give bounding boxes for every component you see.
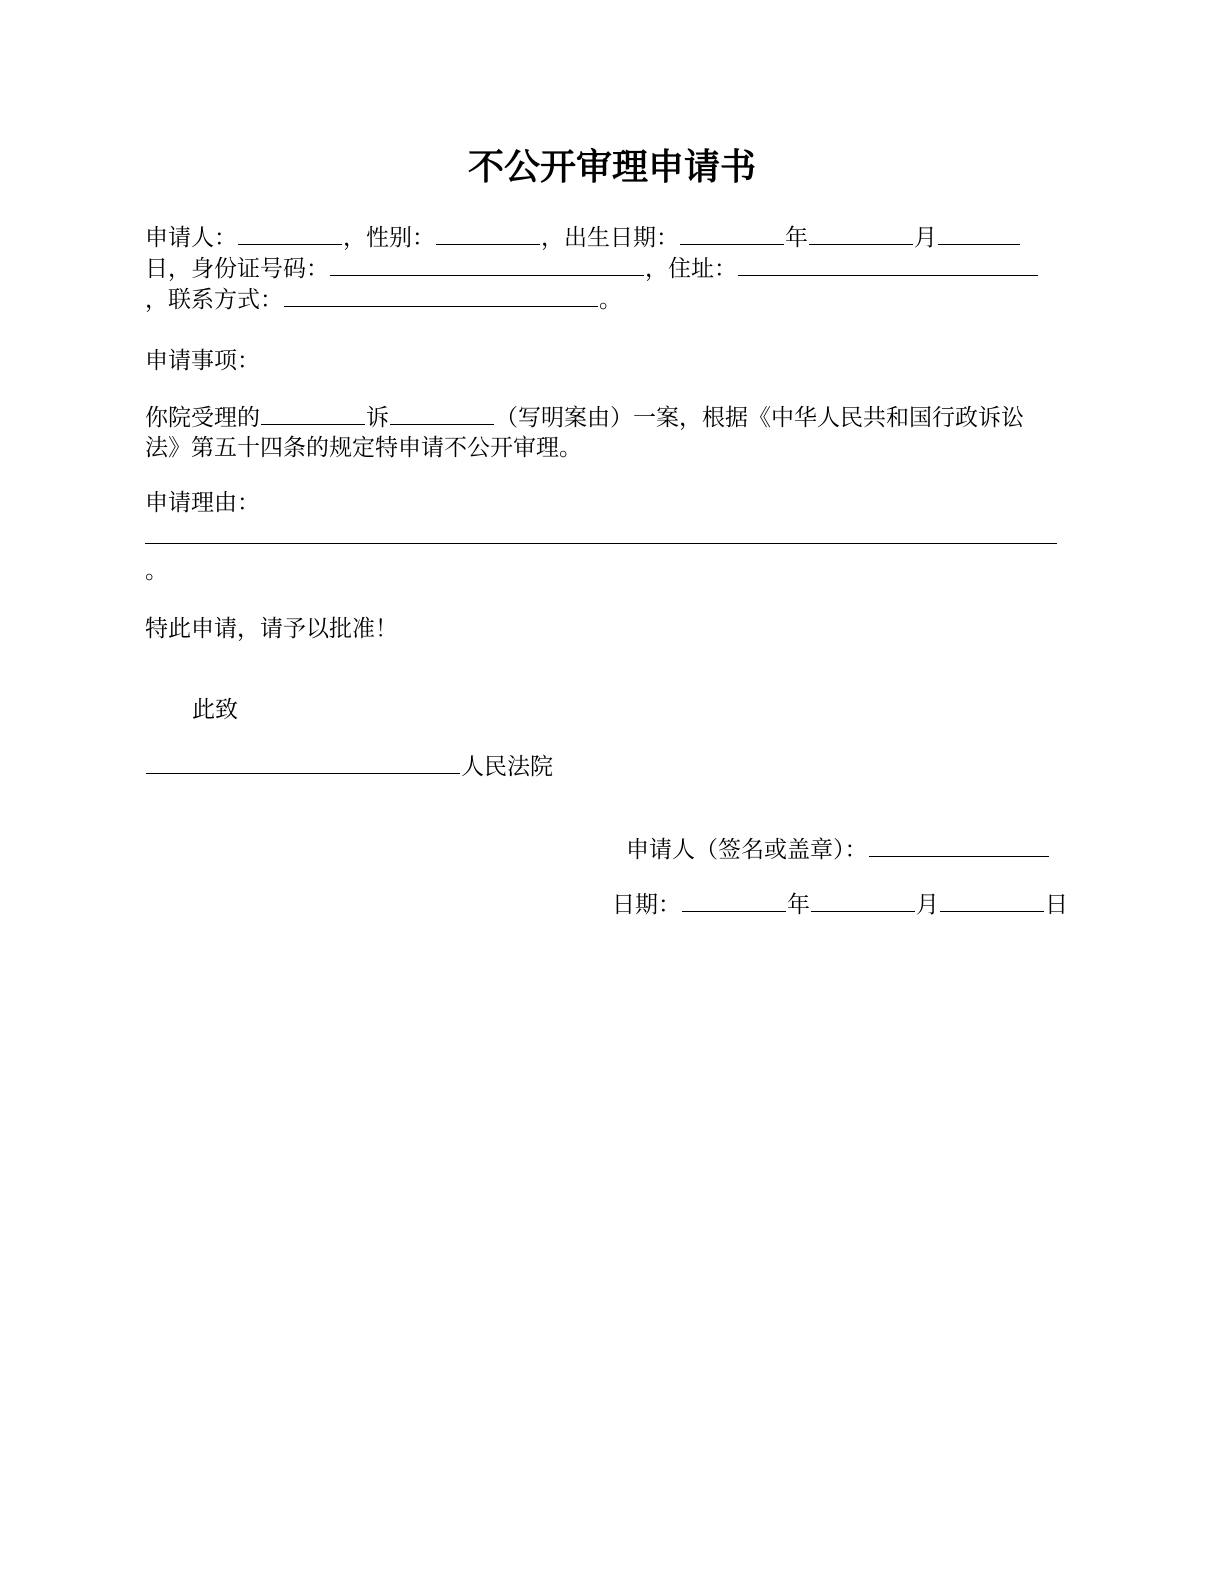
document-title: 不公开审理申请书 [467, 147, 756, 188]
birth-month-label: 月 [914, 225, 937, 251]
contact-label: ，联系方式： [145, 287, 283, 313]
signature-blank[interactable] [869, 834, 1049, 857]
birth-date-label: ，出生日期： [541, 225, 679, 251]
matter-text-2: 诉 [366, 405, 389, 431]
birth-year-label: 年 [785, 225, 808, 251]
address-label: ，住址： [645, 256, 737, 282]
date-day-blank[interactable] [940, 889, 1044, 912]
date-line [612, 889, 1068, 921]
birth-day-blank[interactable] [938, 222, 1020, 245]
court-name-blank[interactable] [146, 751, 460, 774]
id-number-label: 日，身份证号码： [145, 256, 329, 282]
matter-text-1: 你院受理的 [145, 405, 260, 431]
applicant-line-2 [145, 253, 1039, 285]
reason-blank-line[interactable] [145, 543, 1057, 544]
reason-end-period: 。 [145, 558, 168, 584]
matter-text-3: （写明案由）一案，根据《中华人民共和国行政诉讼 [495, 405, 1024, 431]
matter-body-line-1 [145, 402, 1024, 434]
matter-body-line-2: 法》第五十四条的规定特申请不公开审理。 [145, 435, 582, 461]
date-label: 日期： [612, 892, 681, 918]
applicant-line-1 [145, 222, 1021, 254]
id-number-blank[interactable] [330, 253, 644, 276]
birth-month-blank[interactable] [809, 222, 913, 245]
gender-blank[interactable] [436, 222, 540, 245]
contact-blank[interactable] [284, 284, 598, 307]
date-day-label: 日 [1045, 892, 1068, 918]
date-month-blank[interactable] [811, 889, 915, 912]
address-blank[interactable] [738, 253, 1038, 276]
date-year-label: 年 [787, 892, 810, 918]
reason-heading: 申请理由： [145, 490, 260, 516]
birth-year-blank[interactable] [680, 222, 784, 245]
closing-text: 特此申请，请予以批准！ [145, 616, 398, 642]
matter-heading: 申请事项： [145, 348, 260, 374]
applicant-name-blank[interactable] [238, 222, 342, 245]
gender-label: ，性别： [343, 225, 435, 251]
signature-line [626, 834, 1050, 866]
defendant-blank[interactable] [390, 402, 494, 425]
date-month-label: 月 [916, 892, 939, 918]
court-suffix: 人民法院 [461, 754, 553, 780]
applicant-line-3 [145, 284, 622, 316]
salutation: 此致 [192, 697, 238, 723]
contact-period: 。 [599, 287, 622, 313]
plaintiff-blank[interactable] [261, 402, 365, 425]
date-year-blank[interactable] [682, 889, 786, 912]
court-line [145, 751, 553, 783]
applicant-label: 申请人： [145, 225, 237, 251]
signature-label: 申请人（签名或盖章）： [626, 837, 868, 863]
